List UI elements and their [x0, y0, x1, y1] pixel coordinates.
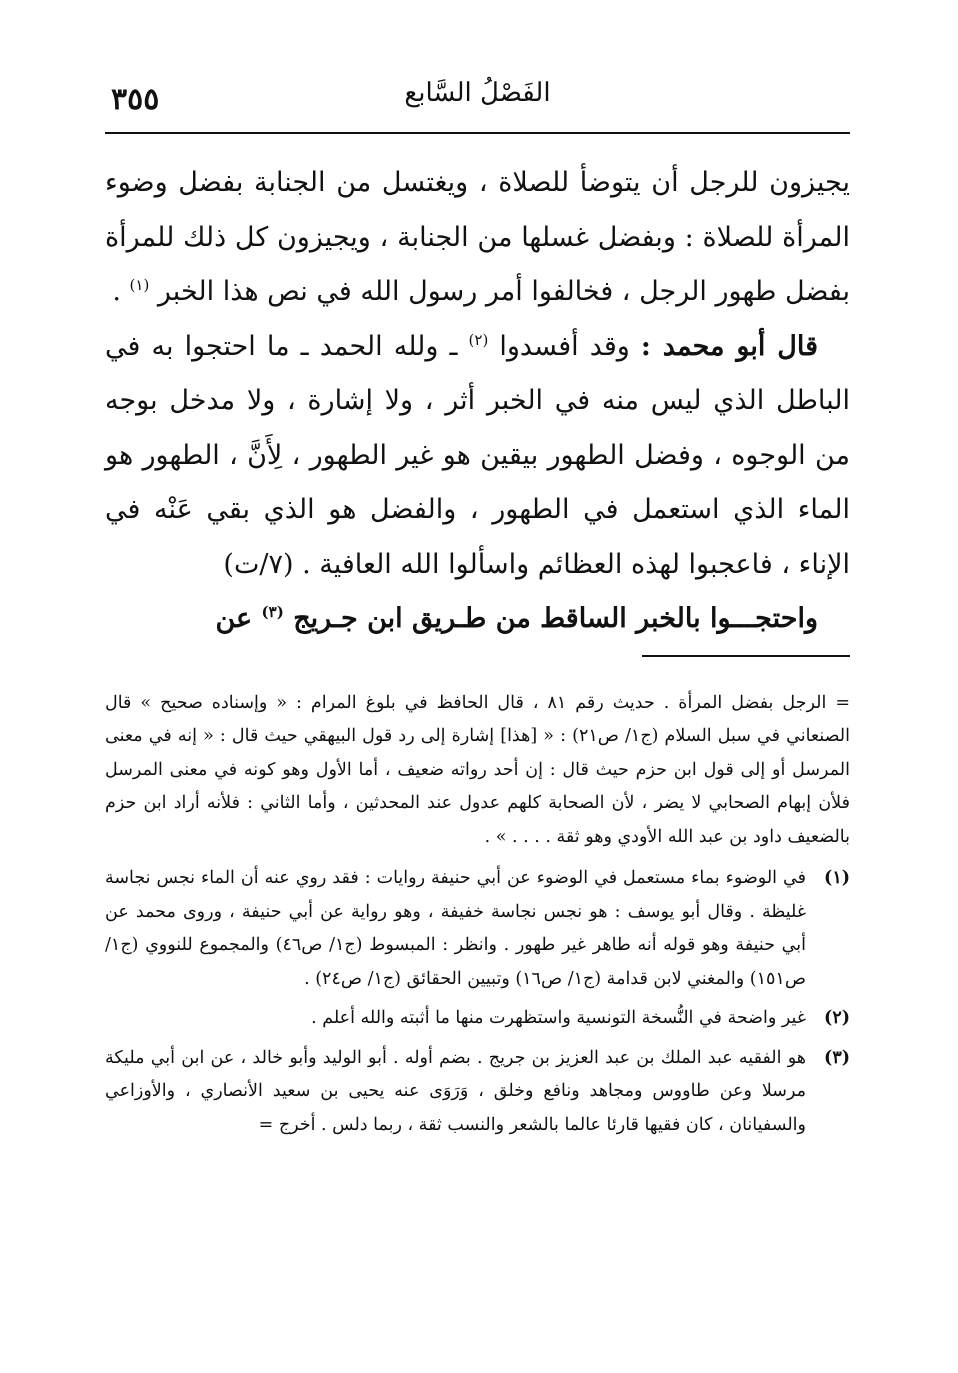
paragraph-3 — [105, 592, 850, 647]
main-text — [105, 156, 850, 647]
speaker-label: قال أبو محمد : — [640, 330, 818, 362]
footnote-text: في الوضوء بماء مستعمل في الوضوء عن أبي حنيفة روايات : فقد روي عنه أن الماء نجس نجاسة غليظة . وقال أبو يوسف : هو نجس نجاسة خفيفة ، وهو رواية عن أبي حنيفة ، وروى محمد عن أبي حنيفة وهو قوله أنه طاهر غير طهور . وانظر : المبسوط (ج١/ ص٤٦) والمجموع للنووي (ج١/ ص١٥١) والمغني لابن قدامة (ج١/ ص١٦) وتبيين الحقائق (ج١/ ص٢٤) . — [105, 868, 806, 989]
paragraph-1-end: . — [112, 276, 130, 307]
footnote-continuation: = الرجل بفضل المرأة . حديث رقم ٨١ ، قال الحافظ في بلوغ المرام : « وإسناده صحيح » قال الصنعاني في سبل السلام (ج١/ ص٢١) : « [هذا] إشارة إلى رد قول البيهقي حيث قال : « إنه في معنى المرسل أو إلى قول ابن حزم حيث قال : إن أحد رواته ضعيف ، أما الأول وهو كونه في معنى المرسل فلأن إبهام الصحابي لا يضر ، لأن الصحابة كلهم عدول عند المحدثين ، وأما الثاني : فلأنه أراد ابن حزم بالضعيف داود بن عبد الله الأودي وهو ثقة . . . . » . — [105, 692, 851, 847]
footnote-number: (٣) — [824, 1047, 850, 1068]
footnote-item — [105, 1042, 850, 1143]
paragraph-2-text-b: ـ ولله الحمد ـ ما احتجوا به في الباطل الذي ليس منه في الخبر أثر ، ولا إشارة ، ولا مدخل بوجه من الوجوه ، وفضل الطهور بيقين هو غير الطهور ، لِأَنَّ ، الطهور هو الماء الذي استعمل في الطهور ، والفضل هو الذي بقي عَنْه في الإناء ، فاعجبوا لهذه العظائم واسألوا الله العافية . (٧/ت) — [105, 330, 850, 580]
paragraph-1 — [105, 156, 850, 320]
footnote-ref-2[interactable]: (٢) — [468, 330, 489, 349]
footnote-ref-1[interactable]: (١) — [129, 276, 150, 294]
footnotes — [105, 687, 850, 1143]
footnote-separator — [642, 655, 850, 657]
paragraph-1-text: يجيزون للرجل أن يتوضأ للصلاة ، ويغتسل من الجنابة بفضل وضوء المرأة للصلاة : وبفضل غسلها من الجنابة ، ويجيزون كل ذلك للمرأة بفضل طهور الرجل ، فخالفوا أمر رسول الله في نص هذا الخبر — [105, 167, 850, 307]
footnote-item — [105, 862, 850, 996]
paragraph-3-text-a: واحتجـــوا بالخبر الساقط من طـريق ابن جـريج — [283, 603, 818, 634]
paragraph-3-text-b: عن — [215, 603, 262, 634]
page-header — [105, 70, 850, 134]
book-page — [105, 70, 850, 1148]
footnote-number: (١) — [824, 868, 850, 888]
page-number: ٣٥٥ — [111, 82, 160, 117]
footnote-number: (٢) — [824, 1008, 850, 1028]
footnote-text: هو الفقيه عبد الملك بن عبد العزيز بن جريج . بضم أوله . أبو الوليد وأبو خالد ، عن ابن أبي مليكة مرسلا وعن طاووس ومجاهد ونافع وخلق ، وَرَوَى عنه يحيى بن سعيد الأنصاري ، والأوزاعي والسفيانان ، كان فقيها قارئا عالما بالشعر والنسب ثقة ، ربما دلس . أخرج = — [105, 1047, 806, 1135]
paragraph-2 — [105, 320, 850, 593]
footnote-text: غير واضحة في النُّسخة التونسية واستظهرت منها ما أثبته والله أعلم . — [311, 1008, 806, 1028]
paragraph-2-text-a: وقد أفسدوا — [488, 330, 641, 362]
footnote-item — [105, 1002, 850, 1036]
footnote-ref-3[interactable]: (٣) — [261, 603, 284, 621]
chapter-title: الفَصْلُ السَّابع — [404, 78, 551, 108]
